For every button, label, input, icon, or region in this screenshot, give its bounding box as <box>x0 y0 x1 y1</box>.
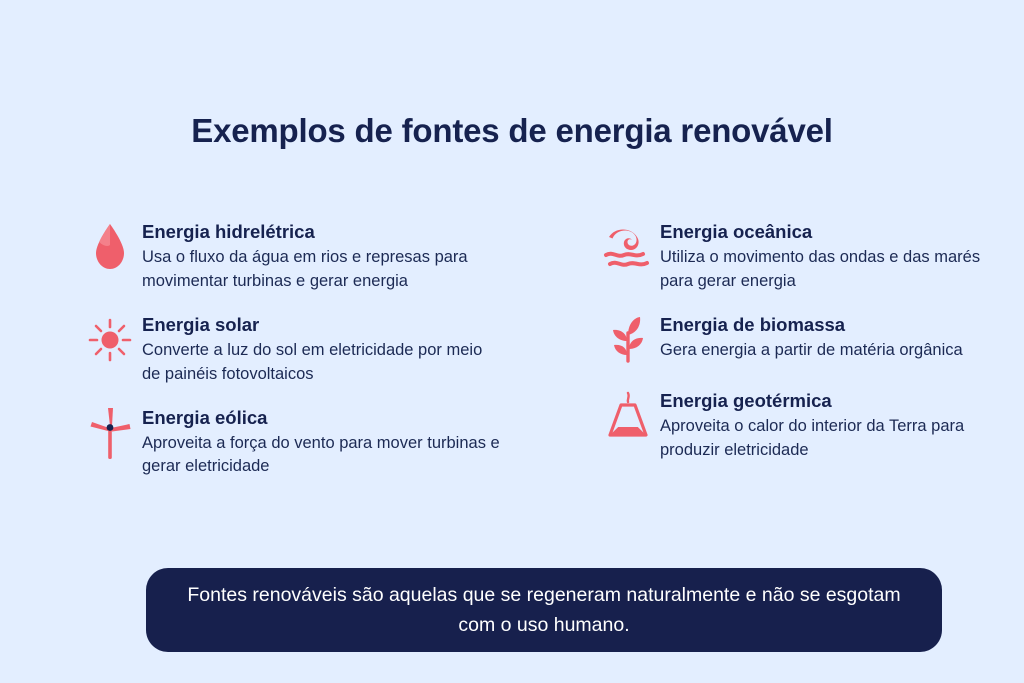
ocean-wave-icon <box>600 218 656 276</box>
right-column <box>512 218 1024 480</box>
geothermal-icon <box>600 387 656 445</box>
item-description: Gera energia a partir de matéria orgânica <box>660 341 963 360</box>
list-item <box>600 387 984 462</box>
item-description: Converte a luz do sol em eletricidade por meio de painéis fotovoltaicos <box>142 341 483 383</box>
item-title: Energia solar <box>142 313 260 335</box>
item-text <box>660 387 984 462</box>
item-title: Energia eólica <box>142 406 268 428</box>
item-description: Usa o fluxo da água em rios e represas para movimentar turbinas e gerar energia <box>142 248 468 290</box>
list-item <box>82 218 504 293</box>
item-description: Aproveita o calor do interior da Terra para produzir eletricidade <box>660 417 965 459</box>
item-title: Energia de biomassa <box>660 313 846 335</box>
list-item <box>600 311 984 369</box>
list-item <box>82 404 504 479</box>
item-text <box>142 218 504 293</box>
footer-text: Fontes renováveis são aquelas que se regeneram naturalmente e não se esgotam com o uso humano. <box>187 583 901 636</box>
item-title: Energia oceânica <box>660 221 813 242</box>
item-text <box>660 311 963 363</box>
page-title: Exemplos de fontes de energia renovável <box>191 112 833 149</box>
sun-icon <box>82 311 138 369</box>
wind-turbine-icon <box>82 404 138 462</box>
item-description: Utiliza o movimento das ondas e das marés para gerar energia <box>660 248 981 290</box>
item-title: Energia geotérmica <box>660 389 832 411</box>
item-title: Energia hidrelétrica <box>142 221 315 242</box>
list-item <box>600 218 984 293</box>
item-description: Aproveita a força do vento para mover turbinas e gerar eletricidade <box>142 434 500 476</box>
item-text <box>660 218 984 293</box>
list-item <box>82 311 504 386</box>
biomass-plant-icon <box>600 311 656 369</box>
item-text <box>142 311 504 386</box>
left-column <box>0 218 512 497</box>
item-text <box>142 404 504 479</box>
water-drop-icon <box>82 218 138 276</box>
footer-banner <box>146 568 942 652</box>
content-columns <box>0 218 1024 497</box>
